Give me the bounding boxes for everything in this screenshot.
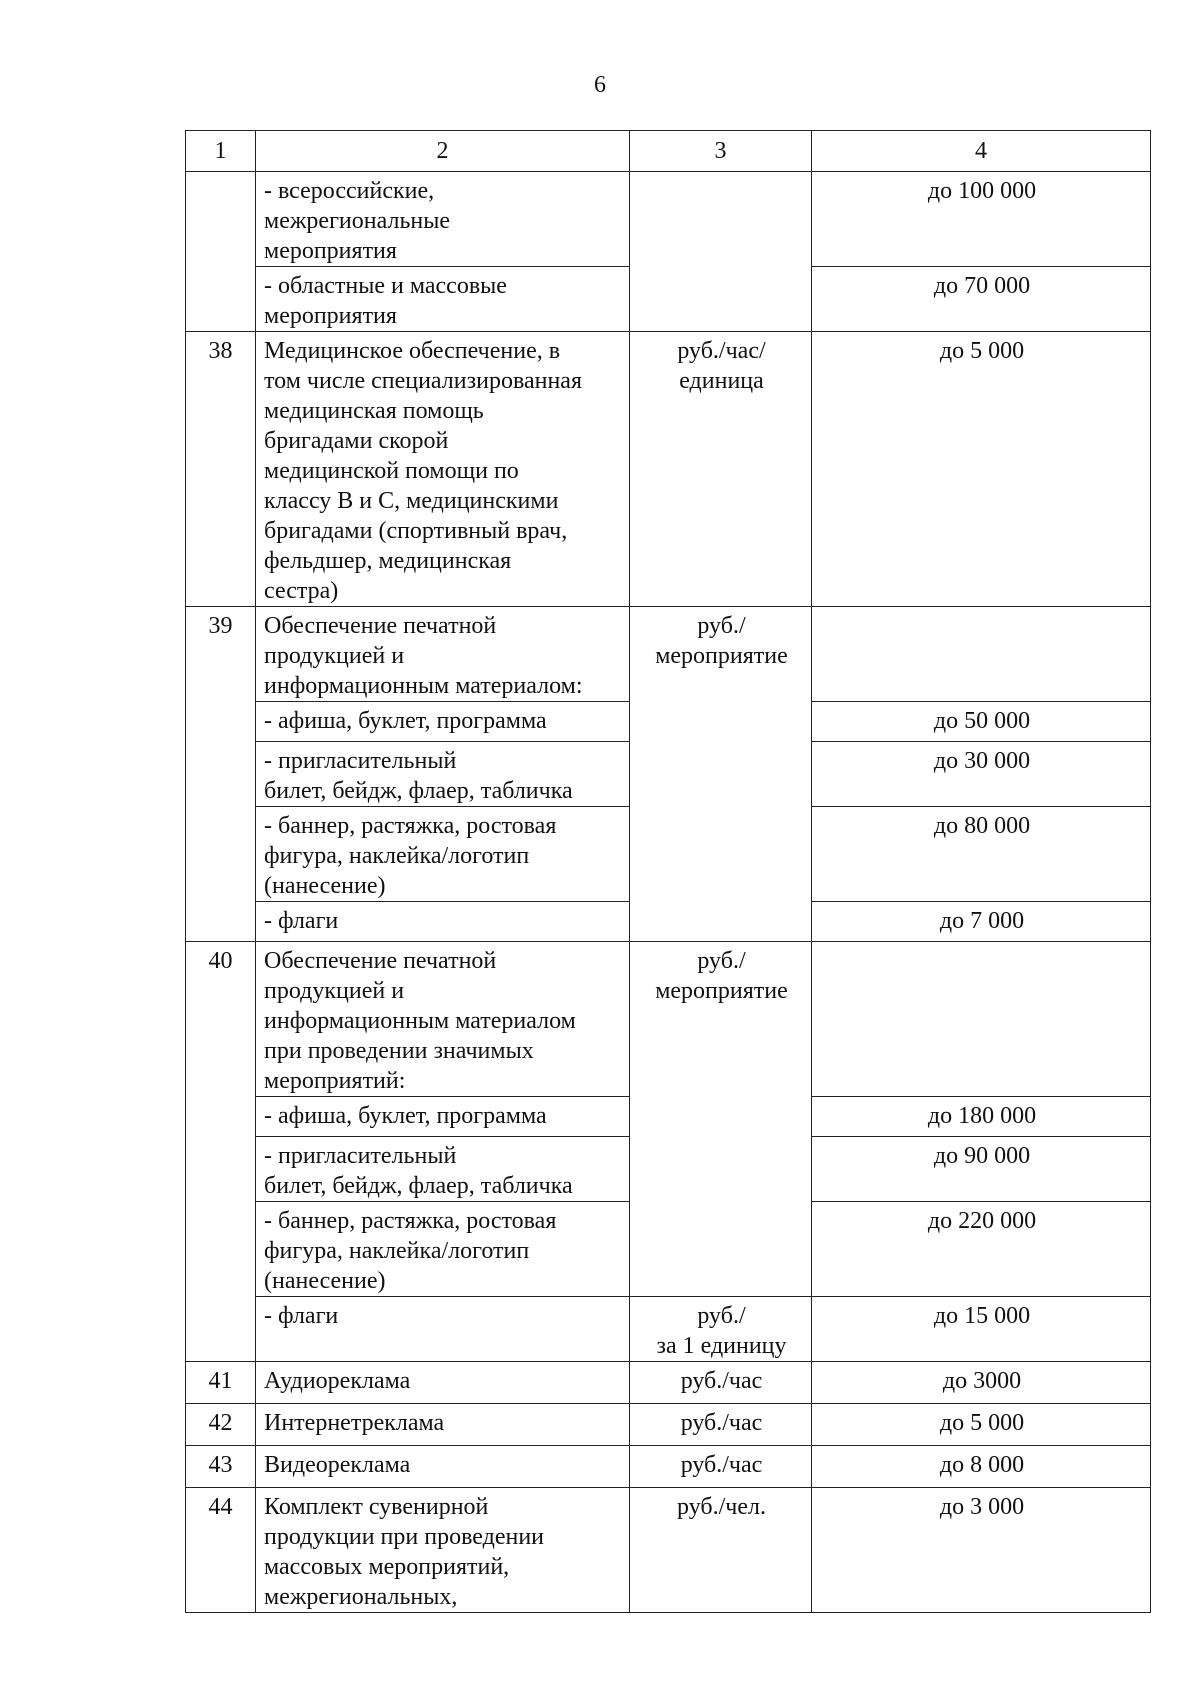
row-unit: руб./час	[630, 1362, 812, 1404]
row-unit	[630, 172, 812, 332]
row-price: до 30 000	[812, 742, 1151, 807]
row-number	[186, 172, 256, 332]
table-row	[186, 607, 1151, 702]
page-number: 6	[594, 72, 606, 98]
row-price: до 5 000	[812, 332, 1151, 607]
row-name: - флаги	[256, 1297, 630, 1362]
row-number: 40	[186, 942, 256, 1362]
table-row	[186, 942, 1151, 1097]
row-price: до 15 000	[812, 1297, 1151, 1362]
table-row	[186, 1446, 1151, 1488]
row-number: 41	[186, 1362, 256, 1404]
table-header-row	[186, 131, 1151, 172]
header-col-1: 1	[186, 131, 256, 172]
header-col-2: 2	[256, 131, 630, 172]
row-name: - пригласительный билет, бейдж, флаер, табличка	[256, 742, 630, 807]
row-price: до 220 000	[812, 1202, 1151, 1297]
row-price: до 3 000	[812, 1488, 1151, 1613]
row-number: 44	[186, 1488, 256, 1613]
row-unit: руб./ за 1 единицу	[630, 1297, 812, 1362]
table-row	[186, 172, 1151, 267]
row-name: - пригласительный билет, бейдж, флаер, табличка	[256, 1137, 630, 1202]
row-price: до 90 000	[812, 1137, 1151, 1202]
table-row	[186, 1404, 1151, 1446]
row-price: до 8 000	[812, 1446, 1151, 1488]
row-number: 38	[186, 332, 256, 607]
row-unit: руб./час	[630, 1446, 812, 1488]
row-price: до 100 000	[812, 172, 1151, 267]
row-name: - флаги	[256, 902, 630, 942]
row-name: Интернетреклама	[256, 1404, 630, 1446]
row-name: - областные и массовые мероприятия	[256, 267, 630, 332]
row-name: Видеореклама	[256, 1446, 630, 1488]
header-col-3: 3	[630, 131, 812, 172]
row-name: Медицинское обеспечение, в том числе специализированная медицинская помощь бригадами скорой медицинской помощи по классу В и С, медицинскими бригадами (спортивный врач, фельдшер, медицинская сестра)	[256, 332, 630, 607]
row-number: 43	[186, 1446, 256, 1488]
table-row	[186, 1488, 1151, 1613]
row-price: до 7 000	[812, 902, 1151, 942]
row-name: - афиша, буклет, программа	[256, 702, 630, 742]
table-row	[186, 1362, 1151, 1404]
row-name: Комплект сувенирной продукции при проведении массовых мероприятий, межрегиональных,	[256, 1488, 630, 1613]
row-price: до 5 000	[812, 1404, 1151, 1446]
row-price	[812, 607, 1151, 702]
row-name: Аудиореклама	[256, 1362, 630, 1404]
row-number: 42	[186, 1404, 256, 1446]
tariff-table	[185, 130, 1151, 1613]
row-name: Обеспечение печатной продукцией и информационным материалом при проведении значимых мероприятий:	[256, 942, 630, 1097]
table-row	[186, 332, 1151, 607]
row-unit: руб./чел.	[630, 1488, 812, 1613]
row-unit: руб./час	[630, 1404, 812, 1446]
row-name: - афиша, буклет, программа	[256, 1097, 630, 1137]
row-number: 39	[186, 607, 256, 942]
row-name: Обеспечение печатной продукцией и информационным материалом:	[256, 607, 630, 702]
row-unit: руб./час/ единица	[630, 332, 812, 607]
row-price: до 70 000	[812, 267, 1151, 332]
row-unit: руб./ мероприятие	[630, 942, 812, 1297]
row-name: - баннер, растяжка, ростовая фигура, наклейка/логотип (нанесение)	[256, 807, 630, 902]
row-name: - всероссийские, межрегиональные мероприятия	[256, 172, 630, 267]
row-price: до 180 000	[812, 1097, 1151, 1137]
table-row	[186, 1297, 1151, 1362]
row-price: до 3000	[812, 1362, 1151, 1404]
header-col-4: 4	[812, 131, 1151, 172]
row-price	[812, 942, 1151, 1097]
row-name: - баннер, растяжка, ростовая фигура, наклейка/логотип (нанесение)	[256, 1202, 630, 1297]
row-price: до 80 000	[812, 807, 1151, 902]
row-price: до 50 000	[812, 702, 1151, 742]
row-unit: руб./ мероприятие	[630, 607, 812, 942]
